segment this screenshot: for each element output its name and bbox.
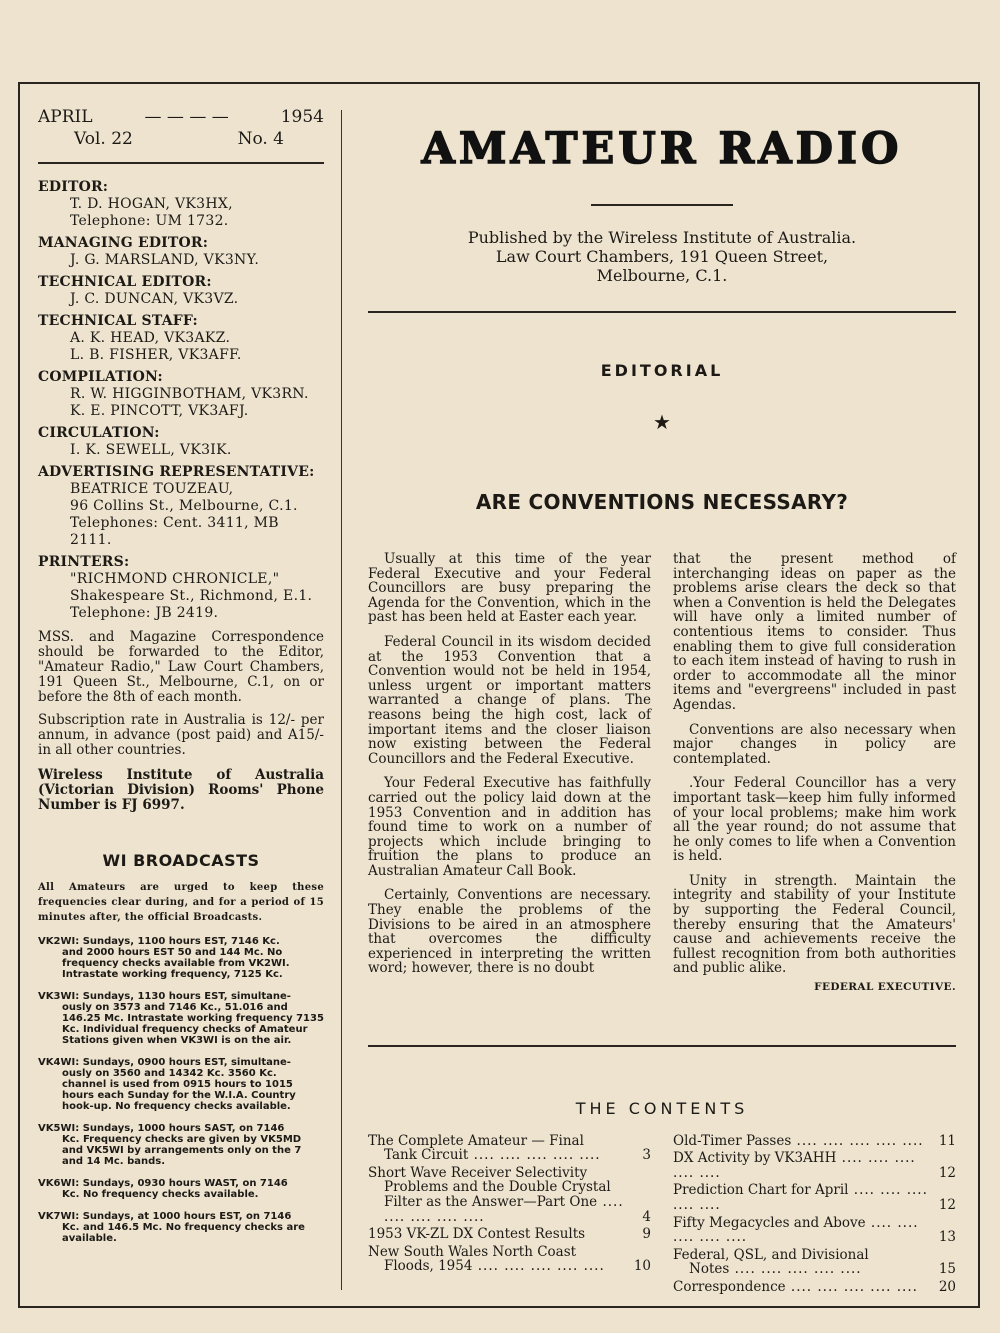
staff-entry xyxy=(38,178,324,230)
broadcast-first: Sundays, at 1000 hours EST, on 7146 xyxy=(82,1211,292,1222)
issue-dashes: — — — — xyxy=(144,107,229,127)
staff-name: R. W. HIGGINBOTHAM, VK3RN. xyxy=(70,386,309,402)
broadcast-call: VK7WI: xyxy=(38,1211,80,1222)
broadcast-first: Sundays, 0930 hours WAST, on 7146 xyxy=(82,1178,288,1189)
editorial-paragraph: Usually at this time of the year Federal Executive and your Federal Councillors are busy preparing the Agenda for the Convention, which in the past has been held at Easter each year. xyxy=(368,551,651,626)
toc-dots xyxy=(786,1279,918,1295)
staff-name: 96 Collins St., Melbourne, C.1. xyxy=(70,498,298,514)
toc-item[interactable] xyxy=(673,1151,956,1180)
broadcast-first: Sundays, 1000 hours SAST, on 7146 xyxy=(82,1123,285,1134)
staff-entry xyxy=(38,463,324,549)
publisher-line: Law Court Chambers, 191 Queen Street, xyxy=(495,247,829,266)
broadcast-first: Sundays, 1100 hours EST, 7146 Kc. xyxy=(82,936,280,947)
staff-name: Telephones: Cent. 3411, MB 2111. xyxy=(70,515,279,548)
staff-name: "RICHMOND CHRONICLE," xyxy=(70,571,280,587)
toc-page: 15 xyxy=(938,1261,956,1278)
staff-entry xyxy=(38,368,324,420)
broadcast-detail: Kc. and 146.5 Mc. No frequency checks are available. xyxy=(62,1222,305,1244)
broadcast-first: Sundays, 1130 hours EST, simultane- xyxy=(82,991,291,1002)
contents-title: THE CONTENTS xyxy=(575,1098,749,1118)
toc-title: Prediction Chart for April xyxy=(673,1182,849,1199)
toc-title: Short Wave Receiver Selectivity xyxy=(368,1164,588,1181)
staff-entry xyxy=(38,424,324,459)
toc-item[interactable] xyxy=(673,1280,956,1295)
staff-role: EDITOR: xyxy=(38,179,109,195)
broadcast-detail: and 2000 hours EST 50 and 144 Mc. No frequency checks available from VK2WI. Intrastate working frequency, 7125 Kc. xyxy=(62,947,290,980)
staff-name: J. C. DUNCAN, VK3VZ. xyxy=(70,291,239,307)
staff-entry xyxy=(38,553,324,622)
broadcast-call: VK3WI: xyxy=(38,991,80,1002)
masthead-title: AMATEUR RADIO xyxy=(421,124,903,174)
editorial-body xyxy=(368,552,956,995)
broadcast-call: VK4WI: xyxy=(38,1057,80,1068)
broadcast-entry xyxy=(38,936,324,980)
publisher-block xyxy=(368,228,956,285)
staff-entry xyxy=(38,312,324,364)
divider xyxy=(368,1045,956,1047)
editorial-label: EDITORIAL xyxy=(600,361,724,380)
toc-title: Old-Timer Passes xyxy=(673,1132,792,1149)
staff-role: TECHNICAL STAFF: xyxy=(38,313,198,329)
editorial-paragraph: Conventions are also necessary when major changes in policy are contemplated. xyxy=(673,721,956,767)
editorial-paragraph: Certainly, Conventions are necessary. They enable the problems of the Divisions to be aired in an atmosphere that overcomes the difficulty experienced in interpreting the written word; however, there is no doubt xyxy=(368,887,651,977)
toc-title: Correspondence xyxy=(673,1278,786,1295)
broadcast-detail: ously on 3560 and 14342 Kc. 3560 Kc. channel is used from 0915 hours to 1015 hours each Sunday for the W.I.A. Country hook-up. No frequency checks available. xyxy=(62,1068,296,1112)
toc-page: 13 xyxy=(938,1229,956,1246)
broadcast-entry xyxy=(38,1123,324,1167)
subscription-notice: Subscription rate in Australia is 12/- per annum, in advance (post paid) and A15/- in all other countries. xyxy=(38,712,324,758)
contents-body xyxy=(368,1134,956,1298)
staff-role: MANAGING EDITOR: xyxy=(38,235,209,251)
editorial-paragraph: .Your Federal Councillor has a very important task—keep him fully informed of your local problems; make him work all the year round; do not assume that he only comes to life when a Convention is held. xyxy=(673,775,956,865)
staff-name: Shakespeare St., Richmond, E.1. xyxy=(70,588,313,604)
divider xyxy=(368,311,956,313)
staff-role: CIRCULATION: xyxy=(38,425,160,441)
toc-title-cont: Notes xyxy=(689,1261,730,1278)
toc-title: Fifty Megacycles and Above xyxy=(673,1214,866,1231)
publisher-line: Published by the Wireless Institute of Australia. xyxy=(467,228,857,247)
toc-title-cont: Problems and the Double Crystal Filter as the Answer—Part One xyxy=(384,1179,611,1210)
broadcast-detail: Kc. No frequency checks available. xyxy=(62,1189,259,1200)
toc-dots xyxy=(472,1258,604,1274)
rooms-phone-notice: Wireless Institute of Australia (Victorian Division) Rooms' Phone Number is FJ 6997. xyxy=(38,767,324,813)
broadcast-entry xyxy=(38,1057,324,1112)
issue-date-line xyxy=(38,106,324,128)
staff-name: K. E. PINCOTT, VK3AFJ. xyxy=(70,403,249,419)
toc-title: Federal, QSL, and Divisional xyxy=(673,1246,869,1263)
toc-title: The Complete Amateur — Final xyxy=(368,1132,584,1149)
staff-name: Telephone: UM 1732. xyxy=(70,213,229,229)
staff-name: Telephone: JB 2419. xyxy=(70,605,219,621)
broadcast-call: VK5WI: xyxy=(38,1123,80,1134)
staff-name: J. G. MARSLAND, VK3NY. xyxy=(70,252,260,268)
toc-page: 10 xyxy=(633,1258,651,1275)
toc-title-cont: Floods, 1954 xyxy=(384,1258,473,1275)
issue-month: APRIL xyxy=(38,107,93,127)
broadcast-entry xyxy=(38,991,324,1046)
toc-dots xyxy=(791,1133,923,1149)
broadcast-first: Sundays, 0900 hours EST, simultane- xyxy=(82,1057,291,1068)
toc-item[interactable] xyxy=(673,1248,956,1277)
toc-item[interactable] xyxy=(673,1216,956,1245)
staff-entry xyxy=(38,273,324,308)
broadcast-entry xyxy=(38,1211,324,1244)
toc-title: New South Wales North Coast xyxy=(368,1243,577,1260)
star-icon: ★ xyxy=(653,410,671,434)
toc-page: 4 xyxy=(642,1208,651,1225)
toc-item[interactable] xyxy=(673,1183,956,1212)
staff-name: L. B. FISHER, VK3AFF. xyxy=(70,347,242,363)
toc-page: 3 xyxy=(642,1147,651,1164)
staff-entry xyxy=(38,234,324,269)
toc-item[interactable] xyxy=(368,1134,651,1163)
editorial-signature: FEDERAL EXECUTIVE. xyxy=(814,981,956,994)
divider xyxy=(38,162,324,164)
broadcast-entry xyxy=(38,1178,324,1200)
editorial-column-2 xyxy=(673,552,956,995)
staff-name: BEATRICE TOUZEAU, xyxy=(70,481,234,497)
staff-list xyxy=(38,178,324,622)
staff-name: A. K. HEAD, VK3AKZ. xyxy=(70,330,231,346)
toc-item[interactable] xyxy=(368,1245,651,1274)
staff-role: ADVERTISING REPRESENTATIVE: xyxy=(38,464,315,480)
broadcast-detail: ously on 3573 and 7146 Kc., 51.016 and 146.25 Mc. Intrastate working frequency 7135 Kc. Individual frequency checks of Amateur Stations given when VK3WI is on the air. xyxy=(62,1002,324,1046)
broadcast-call: VK2WI: xyxy=(38,936,80,947)
masthead-rule xyxy=(591,204,733,206)
toc-page: 12 xyxy=(938,1197,956,1213)
toc-item[interactable] xyxy=(368,1227,651,1242)
issue-volume-line xyxy=(38,128,324,150)
staff-name: T. D. HOGAN, VK3HX, xyxy=(70,196,233,212)
column-divider xyxy=(341,110,342,1290)
staff-name: I. K. SEWELL, VK3IK. xyxy=(70,442,232,458)
toc-dots xyxy=(729,1261,861,1277)
editorial-paragraph: that the present method of interchanging ideas on paper as the problems arise clears the deck so that when a Convention is held the Delegates will have only a limited number of contentious items to consider. Thus enabling them to give full consideration to each item instead of having to rush in order to accommodate all the minor items and "evergreens" included in past Agendas. xyxy=(673,551,956,713)
toc-title-cont: Tank Circuit xyxy=(384,1147,469,1164)
issue-volume: Vol. 22 xyxy=(74,129,133,149)
editorial-paragraph: Your Federal Executive has faithfully carried out the policy laid down at the 1953 Convention and in addition has found time to work on a number of projects which include bringing to fruition the plans to produce an Australian Amateur Call Book. xyxy=(368,775,651,879)
issue-year: 1954 xyxy=(280,107,324,127)
toc-item[interactable] xyxy=(368,1166,651,1224)
editorial-paragraph: Unity in strength. Maintain the integrity and stability of your Institute by supporting the Federal Council, thereby ensuring that the Amateurs' cause and achievements receive the fullest recognition from both authorities and public alike. xyxy=(673,872,956,977)
toc-dots xyxy=(468,1147,600,1163)
editorial-paragraph: Federal Council in its wisdom decided at the 1953 Convention that a Convention would not be held in 1954, unless urgent or important matters warranted a change of plans. The reasons being the high cost, lack of important items and the closer liaison now existing between the Federal Councillors and the Federal Executive. xyxy=(368,633,651,767)
staff-role: PRINTERS: xyxy=(38,554,130,570)
toc-title: DX Activity by VK3AHH xyxy=(673,1150,837,1167)
staff-role: COMPILATION: xyxy=(38,369,163,385)
toc-page: 11 xyxy=(938,1132,956,1149)
editorial-column-1 xyxy=(368,552,651,995)
mss-notice: MSS. and Magazine Correspondence should be forwarded to the Editor, "Amateur Radio," Law Court Chambers, 191 Queen St., Melbourne, C.1, on or before the 8th of each month. xyxy=(38,629,324,705)
broadcast-detail: Kc. Frequency checks are given by VK5MD and VK5WI by arrangements only on the 7 and 14 Mc. bands. xyxy=(62,1134,302,1167)
right-column xyxy=(368,106,956,1298)
left-column xyxy=(38,106,324,1244)
editorial-headline: ARE CONVENTIONS NECESSARY? xyxy=(475,490,849,514)
broadcasts-title: WI BROADCASTS xyxy=(102,851,260,870)
staff-role: TECHNICAL EDITOR: xyxy=(38,274,212,290)
issue-number: No. 4 xyxy=(237,129,284,149)
broadcasts-intro: All Amateurs are urged to keep these frequencies clear during, and for a period of 15 minutes after, the official Broadcasts. xyxy=(38,882,324,923)
contents-column-2 xyxy=(673,1134,956,1298)
contents-column-1 xyxy=(368,1134,651,1298)
publisher-line: Melbourne, C.1. xyxy=(596,266,728,285)
broadcast-call: VK6WI: xyxy=(38,1178,80,1189)
toc-item[interactable] xyxy=(673,1134,956,1149)
toc-page: 9 xyxy=(642,1226,651,1243)
toc-page: 20 xyxy=(938,1278,956,1295)
toc-page: 12 xyxy=(938,1164,956,1181)
toc-title: 1953 VK-ZL DX Contest Results xyxy=(368,1226,586,1243)
